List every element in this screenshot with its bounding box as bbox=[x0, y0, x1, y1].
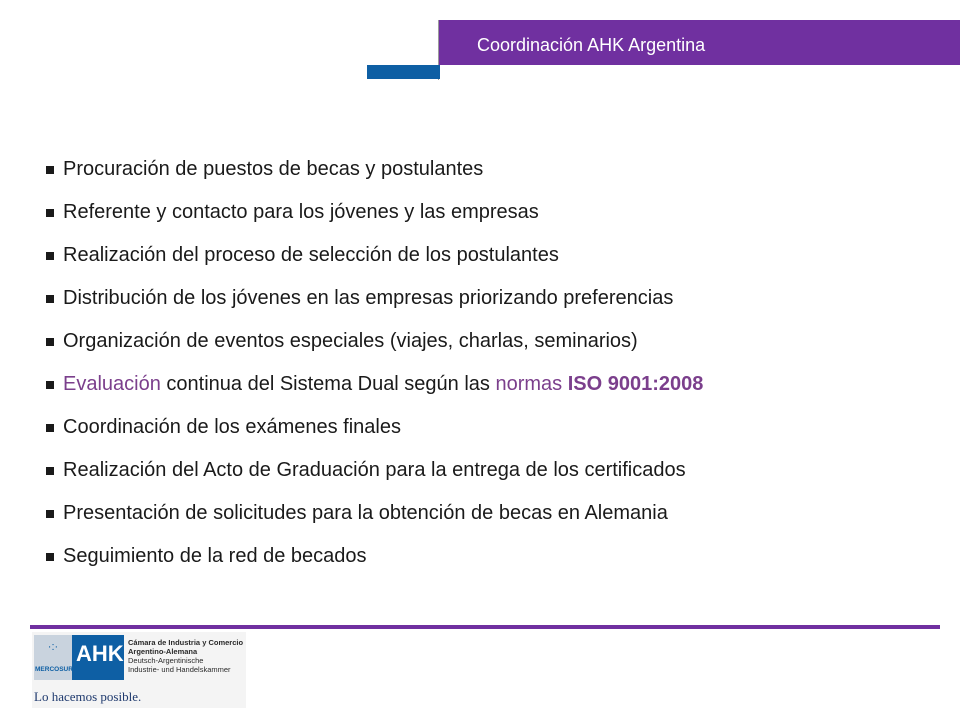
chamber-name-line: Deutsch-Argentinische bbox=[128, 656, 204, 665]
slide-title: Coordinación AHK Argentina bbox=[477, 35, 706, 55]
bullet-text: Realización del Acto de Graduación para la entrega de los certificados bbox=[63, 459, 686, 481]
highlight-evaluacion: Evaluación bbox=[63, 373, 161, 395]
list-item bbox=[44, 320, 924, 363]
header-tab-accent bbox=[367, 65, 440, 79]
bullet-text: Presentación de solicitudes para la obtención de becas en Alemania bbox=[63, 502, 668, 524]
bullet-icon bbox=[46, 381, 54, 389]
bullet-icon bbox=[46, 295, 54, 303]
bullet-text bbox=[63, 373, 703, 396]
bullet-icon bbox=[46, 510, 54, 518]
list-item bbox=[44, 492, 924, 535]
bullet-text: Realización del proceso de selección de los postulantes bbox=[63, 244, 559, 266]
bullet-text: Coordinación de los exámenes finales bbox=[63, 416, 401, 438]
list-item bbox=[44, 449, 924, 492]
bullet-icon bbox=[46, 209, 54, 217]
list-item bbox=[44, 234, 924, 277]
bullet-list bbox=[44, 148, 924, 578]
bullet-icon bbox=[46, 252, 54, 260]
footer-divider bbox=[30, 625, 940, 629]
bullet-icon bbox=[46, 553, 54, 561]
ahk-logo bbox=[32, 632, 246, 708]
list-item bbox=[44, 277, 924, 320]
bullet-text: Procuración de puestos de becas y postulantes bbox=[63, 158, 484, 180]
mercosur-block bbox=[34, 635, 72, 680]
bullet-text-mid: continua del Sistema Dual según las bbox=[160, 373, 496, 395]
list-item bbox=[44, 535, 924, 578]
chamber-name-line: Industrie- und Handelskammer bbox=[128, 665, 231, 674]
highlight-normas: normas bbox=[495, 373, 563, 395]
bullet-text: Seguimiento de la red de becados bbox=[63, 545, 367, 567]
highlight-iso: ISO 9001:2008 bbox=[567, 373, 704, 395]
list-item bbox=[44, 148, 924, 191]
bullet-text: Distribución de los jóvenes en las empresas priorizando preferencias bbox=[63, 287, 674, 309]
list-item bbox=[44, 191, 924, 234]
list-item bbox=[44, 363, 924, 406]
bullet-icon bbox=[46, 467, 54, 475]
list-item bbox=[44, 406, 924, 449]
chamber-name bbox=[128, 638, 243, 674]
logo-slogan: Lo hacemos posible. bbox=[34, 689, 142, 704]
bullet-text: Organización de eventos especiales (viajes, charlas, seminarios) bbox=[63, 330, 638, 352]
chamber-name-line: Cámara de Industria y Comercio bbox=[128, 638, 244, 647]
bullet-text: Referente y contacto para los jóvenes y las empresas bbox=[63, 201, 539, 223]
bullet-icon bbox=[46, 424, 54, 432]
mercosur-stars-icon: ·:· bbox=[47, 641, 59, 653]
bullet-icon bbox=[46, 338, 54, 346]
ahk-wordmark: AHK bbox=[76, 641, 124, 666]
mercosur-label: MERCOSUR bbox=[35, 666, 73, 673]
bullet-icon bbox=[46, 166, 54, 174]
chamber-name-line: Argentino-Alemana bbox=[128, 647, 198, 656]
